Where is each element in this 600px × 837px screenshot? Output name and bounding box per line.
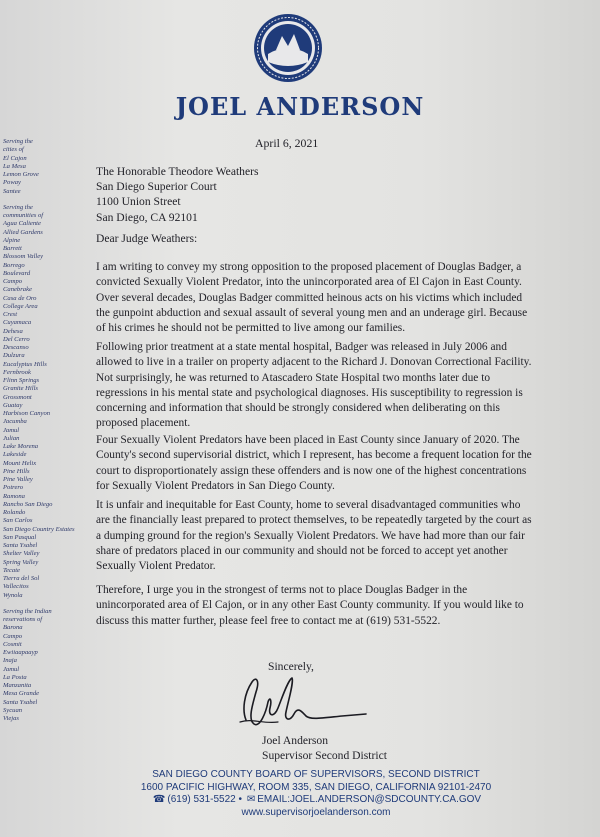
sidebar-line: Descanso [3,344,29,351]
paragraph-line: County's second supervisorial district, which I represent, has become a frequent location for the [96,449,532,462]
sidebar-line: Wynola [3,591,23,599]
sidebar-line: Manzanita [3,682,32,689]
sidebar-line: Pine Valley [3,476,33,483]
paragraph-5 [96,583,566,629]
paragraph-3 [96,433,566,494]
footer-phone[interactable]: (619) 531-5522 [167,794,236,806]
sidebar-line: Serving the [3,203,33,211]
sidebar-line: Agua Caliente [3,220,41,228]
paragraph-line: a dumping ground for the region's Sexually Violent Predators. We have had more than our fair [96,529,525,542]
phone-icon: ☎ [152,794,166,806]
sidebar-line: Alpine [3,236,21,244]
sidebar-line: reservations of [3,616,43,623]
sidebar-line: Guatay [3,401,23,409]
address-line: San Diego, CA 92101 [96,210,198,224]
sidebar-line: Canebrake [3,286,32,294]
signer-name: Joel Anderson [262,734,329,747]
sidebar-line: Ramona [3,492,25,500]
paragraph-line: Four Sexually Violent Predators have been placed in East County since January of 2020. The [96,434,520,446]
cities-list [3,138,98,196]
letterhead-name: JOEL ANDERSON [175,92,425,121]
sidebar-line: Del Cerro [3,335,30,343]
footer-office: SAN DIEGO COUNTY BOARD OF SUPERVISORS, SECOND DISTRICT [152,769,480,780]
sidebar-line: Boulevard [3,269,31,277]
signer-title: Supervisor Second District [262,748,387,762]
sidebar-line: Grossmont [3,393,32,401]
letter-footer [96,769,536,819]
signature-icon [232,672,372,734]
sidebar-line: Jamul [3,665,20,673]
paragraph-line: regressions in his mental state and psychological diagnoses. His susceptibility to regression is [96,386,523,399]
sidebar-line: Inaja [3,657,17,665]
paragraph-line: are the financially least prepared to protect themselves, to be repeatedly targeted by the court as [96,514,532,527]
sidebar-line: Cosmit [3,640,22,648]
sidebar-line: Cuyamaca [3,319,32,327]
sidebar-line: Borrego [3,261,25,269]
paragraph-line: I am writing to convey my strong opposition to the proposed placement of Douglas Badger, a [96,261,522,273]
sidebar-line: Vallecitos [3,583,29,591]
signature-block [262,734,387,764]
sidebar-line: Viejas [3,715,19,722]
sidebar-line: Campo [3,632,23,640]
sidebar-line: Pine Hills [3,467,30,475]
address-line: San Diego Superior Court [96,180,217,194]
sidebar-line: Barona [3,624,23,632]
mail-icon: ✉ [246,794,256,806]
sidebar-line: Eucalyptus Hills [3,360,47,368]
sidebar-line: Rolando [3,509,26,516]
sidebar-line: Barrett [3,245,22,252]
sidebar-line: Casa de Oro [3,294,37,302]
sidebar-line: San Pasqual [3,533,37,541]
sidebar-line: Rancho San Diego [3,500,53,508]
paragraph-line: Not surprisingly, he was returned to Atascadero State Hospital two months later due to [96,371,491,384]
paragraph-line: Following prior treatment at a state mental hospital, Badger was released in July 2006 and [96,341,507,353]
sidebar-line: Shelter Valley [3,550,40,558]
paragraph-line: allowed to live in a trailer on property adjacent to the Richard J. Donovan Correctional Facility. [96,356,532,369]
sidebar-line: San Diego Country Estates [3,525,75,533]
sidebar-line: Julian [3,434,20,442]
sidebar-line: El Cajon [3,154,27,162]
sidebar-line: La Mesa [3,162,26,170]
recipient-address [96,164,259,225]
sidebar-line: Jacumba [3,418,27,426]
sidebar-line: Crest [3,311,18,318]
paragraph-line: Sexually Violent Predator. [96,560,216,573]
sidebar-line: Lakeside [3,451,27,459]
sidebar-line: Serving the Indian [3,607,52,615]
sidebar-line: Ewiiaapaayp [3,649,38,656]
sidebar-line: Santa Ysabel [3,698,38,706]
letter-date: April 6, 2021 [255,136,319,150]
sidebar-line: Fernbrook [3,368,31,376]
sidebar-line: Lake Morena [3,443,39,450]
sidebar-line: Flinn Springs [3,377,40,384]
paragraph-line: court to disproportionately assign these offenders and is now one of the highest concentrations [96,464,527,477]
footer-contact [96,794,536,807]
paragraph-line: convicted Sexually Violent Predator, into the unincorporated area of El Cajon in East County. [96,276,522,289]
address-line: 1100 Union Street [96,195,181,209]
paragraph-line: proposed placement. [96,417,191,430]
paragraph-line: unincorporated area of El Cajon, or in any other East County community. If you would like to [96,599,524,612]
paragraph-2 [96,340,566,432]
sidebar-line: Serving the [3,138,33,145]
sidebar-line: Granite Hills [3,385,38,393]
sidebar-line: Mesa Grande [3,690,40,698]
sidebar-line: Jamul [3,426,20,434]
county-seal-icon [252,12,324,84]
sidebar-line: Dulzura [3,352,25,360]
paragraph-line: Therefore, I urge you in the strongest of terms not to place Douglas Badger in the [96,584,468,596]
paragraph-line: for Sexually Violent Predators in San Diego County. [96,479,335,492]
reservations-list [3,608,98,724]
footer-email[interactable]: EMAIL:JOEL.ANDERSON@SDCOUNTY.CA.GOV [257,794,482,806]
sidebar-line: Campo [3,278,23,285]
sidebar-line: cities of [3,146,24,154]
paragraph-4 [96,498,566,574]
service-area-sidebar [3,138,98,731]
communities-list [3,204,98,600]
sidebar-line: College Area [3,302,38,310]
salutation: Dear Judge Weathers: [96,232,198,245]
sidebar-line: Santa Ysabel [3,542,38,549]
sidebar-line: Mount Helix [3,459,37,467]
sidebar-line: La Posta [3,673,27,681]
sidebar-line: San Carlos [3,517,33,525]
sidebar-line: Tecate [3,566,20,574]
sidebar-line: Blossom Valley [3,253,44,261]
paragraph-line: concerning and information that should be strongly considered when deliberating on this [96,402,500,415]
paragraph-line: discuss this matter further, please feel free to contact me at (619) 531-5522. [96,614,441,627]
sidebar-line: Lemon Grove [3,171,39,178]
sidebar-line: Poway [3,179,21,187]
paragraph-line: the gunpoint abduction and sexual assault of several young men and an underage girl. Because [96,306,528,319]
sidebar-line: Tierra del Sol [3,575,40,582]
sidebar-line: Sycuan [3,706,23,714]
paragraph-line: It is unfair and inequitable for East County, home to several disadvantaged communities who [96,499,521,511]
paragraph-line: of his crimes he should not be permitted to live among our families. [96,322,406,335]
sidebar-line: communities of [3,212,44,219]
sidebar-line: Allied Gardens [3,228,43,236]
sidebar-line: Harbison Canyon [3,410,51,417]
sidebar-line: Spring Valley [3,558,39,566]
sidebar-line: Santee [3,187,21,195]
sidebar-line: Dehesa [3,327,23,335]
address-line: The Honorable Theodore Weathers [96,165,259,178]
footer-address: 1600 PACIFIC HIGHWAY, ROOM 335, SAN DIEGO, CALIFORNIA 92101-2470 [140,781,492,793]
paragraph-line: share of predators placed in our community and should not be forced to accept yet another [96,544,508,557]
paragraph-line: Over several decades, Douglas Badger committed heinous acts on his victims which included [96,291,523,304]
sidebar-line: Potrero [3,484,24,492]
separator: • [238,794,245,806]
paragraph-1 [96,260,566,336]
footer-website[interactable]: www.supervisorjoelanderson.com [241,806,391,818]
closing: Sincerely, [268,660,314,673]
